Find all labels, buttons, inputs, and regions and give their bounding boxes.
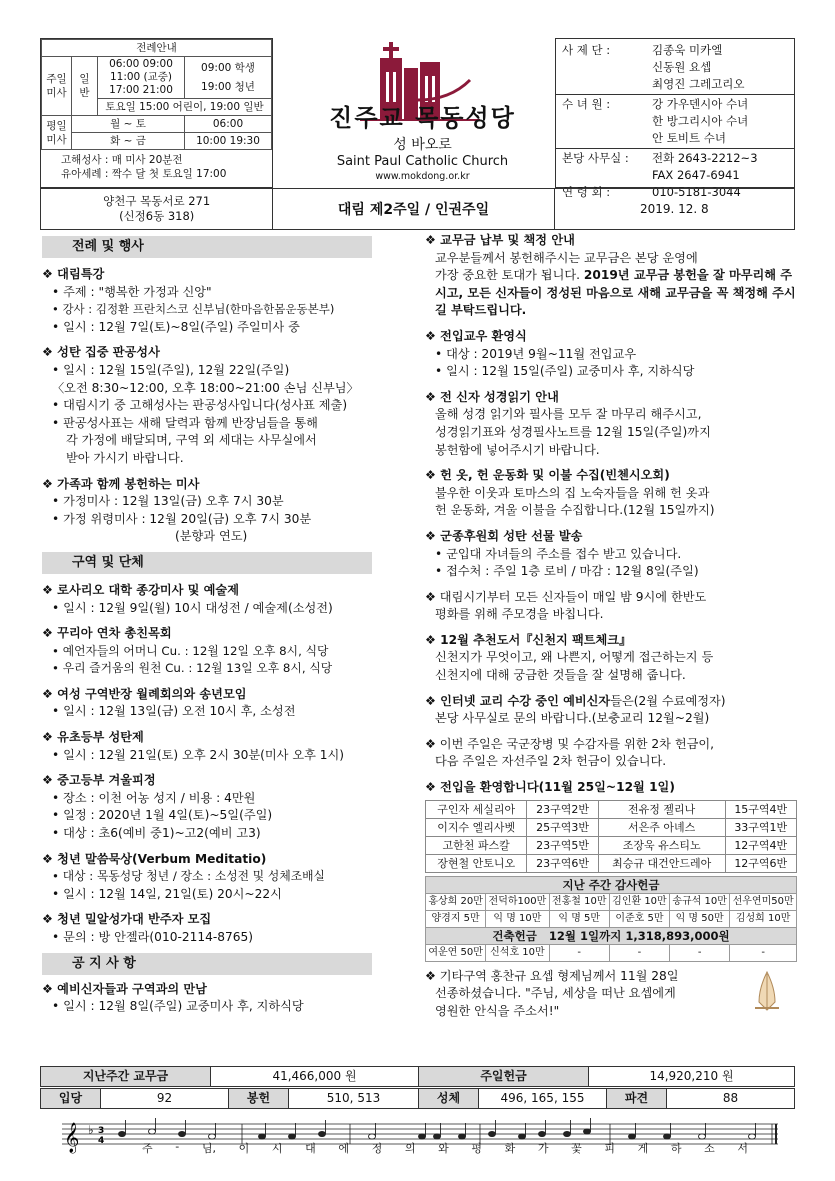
cell: 최승규 대건안드레아: [598, 854, 725, 872]
advent-item: • 주제 : "행복한 가정과 신앙": [52, 284, 212, 299]
clergy-row: [556, 76, 794, 93]
cell: 양경지 5만: [426, 910, 486, 927]
table-row: [426, 818, 797, 836]
cell: 구인자 세실리아: [426, 800, 527, 818]
info-bar: [40, 188, 795, 230]
clergy-key: 연 령 회 :: [562, 185, 611, 199]
table-row: [426, 836, 797, 854]
entrance-label: 입당: [41, 1089, 101, 1109]
cell: 신석호 10만: [486, 944, 549, 961]
cell: 33구역1반: [725, 818, 797, 836]
clergy-key: 수 녀 원 :: [562, 97, 611, 111]
entrance-value: 92: [101, 1089, 229, 1109]
svg-text:4: 4: [98, 1136, 105, 1146]
welcome-item: • 일시 : 12월 15일(주일) 교중미사 후, 지하식당: [435, 364, 695, 379]
svg-text:3: 3: [98, 1126, 105, 1136]
middle-item: • 대상 : 초6(예비 중1)~고2(예비 고3): [52, 826, 261, 841]
section-districts: 구역 및 단체: [42, 552, 372, 574]
cell: 12구역4반: [725, 836, 797, 854]
family-mass-title: ❖ 가족과 함께 봉헌하는 미사: [42, 476, 200, 491]
fee-label: 지난주간 교무금: [41, 1067, 211, 1087]
obituary: [425, 968, 797, 1021]
cell: -: [730, 944, 797, 961]
lyric-syllable: 정: [371, 1142, 383, 1155]
clergy-key: 본당 사무실 :: [562, 151, 629, 165]
building-label: 건축헌금: [492, 928, 537, 943]
offertory-value: 510, 513: [289, 1089, 419, 1109]
clergy-row: [556, 59, 794, 76]
clergy-row: [556, 130, 794, 147]
cell: 이지수 엘리사벳: [426, 818, 527, 836]
choir-item: • 문의 : 방 안젤라(010-2114-8765): [52, 930, 254, 944]
welcome-item: • 대상 : 2019년 9월~11월 전입교우: [435, 346, 637, 361]
clergy-value: 강 가우덴시아 수녀: [652, 97, 749, 111]
advent-item: • 일시 : 12월 7일(토)~8일(주일) 주일미사 중: [52, 319, 300, 334]
lyric-syllable: 대: [305, 1142, 316, 1155]
welcome-title: ❖ 전입교우 환영식: [425, 328, 527, 343]
tue-fri-time: 10:00 19:30: [184, 133, 271, 150]
fee-text-bold: 2019년 교무금 봉헌을 잘 마무리해 주시고, 모든 신자들이 정성된 마음으로 새해 교무금을 꼭 책정해 주시길 부탁드립니다.: [435, 268, 796, 318]
catechumen-item: • 일시 : 12월 8일(주일) 교중미사 후, 지하식당: [52, 999, 304, 1014]
clergy-key: [562, 130, 652, 147]
clergy-row: [556, 42, 794, 59]
building-value: 12월 1일까지 1,318,893,000원: [548, 928, 730, 943]
cell: 23구역5반: [527, 836, 598, 854]
table-row: [426, 854, 797, 872]
mon-sat-time: 06:00: [184, 116, 271, 133]
table-row: [426, 944, 797, 961]
clergy-row: [556, 96, 794, 113]
bible-item: 성경읽기표와 성경필사노트를 12월 15일(주일)까지: [435, 424, 711, 439]
cell: 홍상희 20만: [426, 893, 486, 910]
hymn-numbers-table: [40, 1088, 795, 1109]
military-item: • 접수처 : 주일 1층 로비 / 마감 : 12월 8일(주일): [435, 564, 699, 579]
lyric-syllable: 피: [604, 1142, 615, 1155]
lyric-syllable: 이: [238, 1142, 250, 1155]
online-title: [425, 693, 797, 711]
thanks-offering-table: [425, 876, 797, 962]
mass-schedule-table: [41, 39, 272, 150]
sunday-offering-label: 주일헌금: [419, 1067, 589, 1087]
clothes-item: 불우한 이웃과 토마스의 집 노숙자들을 위해 헌 옷과: [435, 485, 710, 500]
cell: 23구역6반: [527, 854, 598, 872]
schedule-title: 전례안내: [42, 40, 272, 57]
clergy-key: [562, 167, 652, 184]
confession-item: 각 가정에 배달되며, 구역 외 세대는 사무실에서: [66, 433, 317, 448]
sunday-time-2: 11:00 (교중): [109, 71, 173, 83]
curia-title: ❖ 꾸리아 연차 총친목회: [42, 626, 172, 641]
table-row: [426, 910, 797, 927]
clergy-value: 안 토비트 수녀: [652, 131, 726, 145]
confession-item: 받아 가시기 바랍니다.: [66, 450, 184, 465]
clergy-value: 전화 2643-2212~3: [652, 151, 758, 165]
patron-name: 성 바오로: [393, 137, 452, 153]
praying-hands-icon: [745, 968, 789, 1014]
student-youth-times: [184, 57, 271, 99]
bible-item: 올해 성경 읽기와 필사를 모두 잘 마무리 해주시고,: [435, 407, 702, 422]
advent-item: • 강사 : 김정환 프란치스코 신부님(한마음한몸운동본부): [52, 302, 335, 317]
bible-title: ❖ 전 신자 성경읽기 안내: [425, 389, 559, 404]
middle-item: • 일정 : 2020년 1월 4일(토)~5일(주일): [52, 808, 273, 823]
cell: 15구역4반: [725, 800, 797, 818]
clergy-value: 신동원 요셉: [652, 60, 712, 74]
cell: 서은주 아녜스: [598, 818, 725, 836]
rosary-night-text: ❖ 대림시기부터 모든 신자들이 매일 밤 9시에 한반도: [425, 589, 707, 604]
music-notes: [119, 1118, 756, 1139]
confession-item: • 일시 : 12월 15일(주일), 12월 22일(주일): [52, 362, 290, 377]
clothes-item: 헌 운동화, 겨울 이불을 수집합니다.(12월 15일까지): [435, 503, 715, 518]
women-title: ❖ 여성 구역반장 월례회의와 송년모임: [42, 686, 247, 701]
lyric-syllable: 서: [737, 1142, 748, 1155]
cell: 선우연미50만: [730, 893, 797, 910]
website: www.mokdong.or.kr: [375, 171, 470, 182]
women-item: • 일시 : 12월 13일(금) 오전 10시 후, 소성전: [52, 704, 296, 719]
book-item: 신천지에 대해 궁금한 것들을 잘 설명해 줍니다.: [435, 668, 686, 683]
table-row: [426, 800, 797, 818]
cell: 김성희 10만: [730, 910, 797, 927]
catechumen-title: ❖ 예비신자들과 구역과의 만남: [42, 981, 207, 996]
cell: 장현철 안토니오: [426, 854, 527, 872]
confession-item: 〈오전 8:30~12:00, 오후 18:00~21:00 손님 신부님〉: [52, 380, 359, 395]
cell: 익 명 5만: [549, 910, 609, 927]
curia-item: • 예언자들의 어머니 Cu. : 12월 12일 오후 8시, 식당: [52, 643, 329, 658]
weekly-summary-table: [40, 1066, 795, 1087]
section-liturgy-events: 전례 및 행사: [42, 236, 372, 258]
obituary-line: 선종하셨습니다. "주님, 세상을 떠난 요셉에게: [435, 986, 676, 1001]
book-item: 신천지가 무엇이고, 왜 나쁜지, 어떻게 접근하는지 등: [435, 650, 714, 665]
cell: 23구역2반: [527, 800, 598, 818]
cell: 여운연 50만: [426, 944, 486, 961]
rosary-night-text: 평화를 위해 주모경을 바칩니다.: [435, 607, 604, 622]
tue-fri-label: 화 ~ 금: [72, 133, 185, 150]
fee-text-plain: 가장 중요한 토대가 됩니다.: [435, 268, 581, 283]
kinder-title: ❖ 유초등부 성탄제: [42, 730, 144, 745]
english-name: Saint Paul Catholic Church: [336, 154, 509, 169]
lyric-syllable: 의: [404, 1142, 416, 1155]
clergy-box: [555, 38, 795, 199]
recessional-value: 88: [667, 1089, 795, 1109]
sunday-mass-label: 주일 미사: [42, 57, 72, 116]
military-title: ❖ 군종후원회 성탄 선물 발송: [425, 528, 583, 543]
sunday-time-1: 06:00 09:00: [109, 58, 173, 70]
lyric-syllable: 소: [704, 1142, 715, 1155]
clergy-value: 한 방그리시아 수녀: [652, 114, 749, 128]
newcomer-title: ❖ 전입을 환영합니다(11월 25일~12월 1일): [425, 780, 675, 795]
lyric-syllable: 하: [670, 1142, 682, 1155]
obituary-line: ❖ 기타구역 홍찬규 요셉 형제님께서 11월 28일: [425, 968, 679, 983]
youth-item: • 일시 : 12월 14일, 21일(토) 20시~22시: [52, 886, 282, 901]
cell: 전홍철 10만: [549, 893, 609, 910]
clergy-row: [556, 113, 794, 130]
fee-title: ❖ 교무금 납부 및 책정 안내: [425, 233, 575, 247]
sunday-times: [98, 57, 185, 99]
table-row: [426, 893, 797, 910]
mass-schedule-box: [40, 38, 273, 188]
cell: 25구역3반: [527, 818, 598, 836]
youth-item: • 대상 : 목동성당 청년 / 장소 : 소성전 및 성체조배실: [52, 869, 325, 884]
offertory-label: 봉헌: [229, 1089, 289, 1109]
confession-note: 고해성사 : 매 미사 20분전: [61, 154, 183, 166]
cell: 조장욱 유스티노: [598, 836, 725, 854]
military-item: • 군입대 자녀들의 주소를 접수 받고 있습니다.: [435, 546, 682, 561]
clergy-row: [556, 167, 794, 184]
treble-clef-icon: 𝄞: [64, 1123, 80, 1153]
clothes-title: ❖ 헌 옷, 헌 운동화 및 이불 수집(빈첸시오회): [425, 468, 670, 483]
cell: 12구역6반: [725, 854, 797, 872]
online-title-bold: ❖ 인터넷 교리 수강 중인 예비신자: [425, 693, 611, 708]
section-notices: 공 지 사 항: [42, 953, 372, 975]
confession-item: • 대림시기 중 고해성사는 판공성사입니다(성사표 제출): [52, 398, 348, 413]
clergy-key: [562, 59, 652, 76]
sunday-time-3: 17:00 21:00: [109, 84, 173, 96]
lyric-syllable: 와: [438, 1142, 449, 1155]
lyric-syllable: 게: [637, 1142, 649, 1155]
cell: 고한천 파스칼: [426, 836, 527, 854]
address: 양천구 목동서로 271 (신정6동 318): [41, 189, 273, 229]
lyric-syllable: 가: [537, 1142, 549, 1155]
cell: 송규석 10만: [670, 893, 730, 910]
lyric-syllable: 평: [471, 1142, 482, 1155]
lyric-syllable: -: [175, 1140, 180, 1153]
lyric-syllable: 시: [271, 1142, 283, 1155]
sunday-general-label: 일반: [72, 57, 98, 116]
church-name: 진주교 목동성당: [329, 104, 516, 132]
clergy-row: [556, 150, 794, 167]
cell: 익 명 10만: [486, 910, 549, 927]
mon-sat-label: 월 ~ 토: [72, 116, 185, 133]
newcomer-table: [425, 800, 797, 873]
saturday-mass: 토요일 15:00 어린이, 19:00 일반: [98, 99, 272, 116]
kinder-item: • 일시 : 12월 21일(토) 오후 2시 30분(미사 오후 1시): [52, 747, 345, 762]
second-collection: 다음 주일은 자선주일 2차 헌금이 있습니다.: [435, 754, 667, 769]
middle-title: ❖ 중고등부 겨울피정: [42, 773, 156, 788]
fee-value: 41,466,000 원: [211, 1067, 419, 1087]
hymn-lyrics: [62, 1140, 778, 1156]
rosary-item: • 일시 : 12월 9일(월) 10시 대성전 / 예술제(소성전): [52, 600, 333, 615]
building-fund: [426, 927, 797, 944]
clergy-value: 김종욱 미카엘: [652, 43, 723, 57]
clergy-key: 사 제 단 :: [562, 43, 611, 57]
cell: -: [549, 944, 609, 961]
family-mass-item: (분향과 연도): [175, 529, 248, 544]
online-title-tail: 들은(2월 수료예정자): [610, 693, 726, 708]
communion-value: 496, 165, 155: [479, 1089, 607, 1109]
online-item: 본당 사무실로 문의 바랍니다.(보충교리 12월~2월): [435, 711, 710, 726]
clergy-value: FAX 2647-6941: [652, 168, 740, 182]
baptism-note: 유아세례 : 짝수 달 첫 토요일 17:00: [61, 168, 227, 180]
clergy-key: [562, 113, 652, 130]
student-mass: 09:00 학생: [201, 61, 255, 74]
left-column: [42, 232, 412, 1016]
weekday-mass-label: 평일 미사: [42, 116, 72, 150]
fee-text: [425, 267, 797, 320]
thanks-title: 지난 주간 감사헌금: [426, 876, 797, 893]
liturgy-title: 대림 제2주일 / 인권주일: [273, 189, 554, 229]
obituary-line: 영원한 안식을 주소서!": [435, 1003, 560, 1018]
youth-mass: 19:00 청년: [201, 80, 255, 93]
cell: 김인환 10만: [609, 893, 669, 910]
svg-text:♭: ♭: [88, 1123, 94, 1137]
family-mass-item: • 가정미사 : 12월 13일(금) 오후 7시 30분: [52, 494, 284, 509]
clergy-value: 010-5181-3044: [652, 185, 741, 199]
rosary-title: ❖ 로사리오 대학 종강미사 및 예술제: [42, 582, 239, 597]
cell: 전덕하100만: [486, 893, 549, 910]
sacrament-notes: [41, 150, 272, 181]
confession-title: ❖ 성탄 집중 판공성사: [42, 345, 160, 360]
recessional-label: 파견: [607, 1089, 667, 1109]
choir-title: ❖ 청년 밀알성가대 반주자 모집: [42, 912, 212, 927]
sunday-offering-value: 14,920,210 원: [589, 1067, 795, 1087]
curia-item: • 우리 즐거움의 원천 Cu. : 12월 13일 오후 8시, 식당: [52, 661, 333, 676]
advent-lecture-title: ❖ 대림특강: [42, 267, 105, 281]
cell: 전유정 젤리나: [598, 800, 725, 818]
clergy-key: [562, 76, 652, 93]
right-column: [425, 232, 797, 1020]
cell: -: [609, 944, 669, 961]
second-collection: ❖ 이번 주일은 국군장병 및 수감자를 위한 2차 헌금이,: [425, 736, 715, 751]
clergy-value: 최영진 그레고리오: [652, 77, 745, 91]
youth-title: ❖ 청년 말씀묵상(Verbum Meditatio): [42, 851, 267, 866]
lyric-syllable: 님,: [201, 1142, 216, 1155]
lyric-syllable: 꽃: [571, 1142, 582, 1155]
bulletin-date: 2019. 12. 8: [639, 202, 709, 216]
fee-text: 교우분들께서 봉헌해주시는 교무금은 본당 운영에: [435, 250, 698, 265]
confession-item: • 판공성사표는 새해 달력과 함께 반장님들을 통해: [52, 415, 318, 430]
book-title: ❖ 12월 추천도서『신천지 팩트체크』: [425, 632, 632, 647]
church-logo: [300, 40, 545, 180]
lyric-syllable: 에: [338, 1142, 349, 1155]
communion-label: 성체: [419, 1089, 479, 1109]
cell: -: [670, 944, 730, 961]
middle-item: • 장소 : 이천 어농 성지 / 비용 : 4만원: [52, 790, 256, 805]
family-mass-item: • 가정 위령미사 : 12월 20일(금) 오후 7시 30분: [52, 511, 312, 526]
lyric-syllable: 주: [142, 1142, 153, 1155]
cell: 이준호 5만: [609, 910, 669, 927]
bible-item: 봉헌함에 넣어주시기 바랍니다.: [435, 442, 600, 457]
lyric-syllable: 화: [504, 1142, 516, 1155]
cell: 익 명 50만: [670, 910, 730, 927]
